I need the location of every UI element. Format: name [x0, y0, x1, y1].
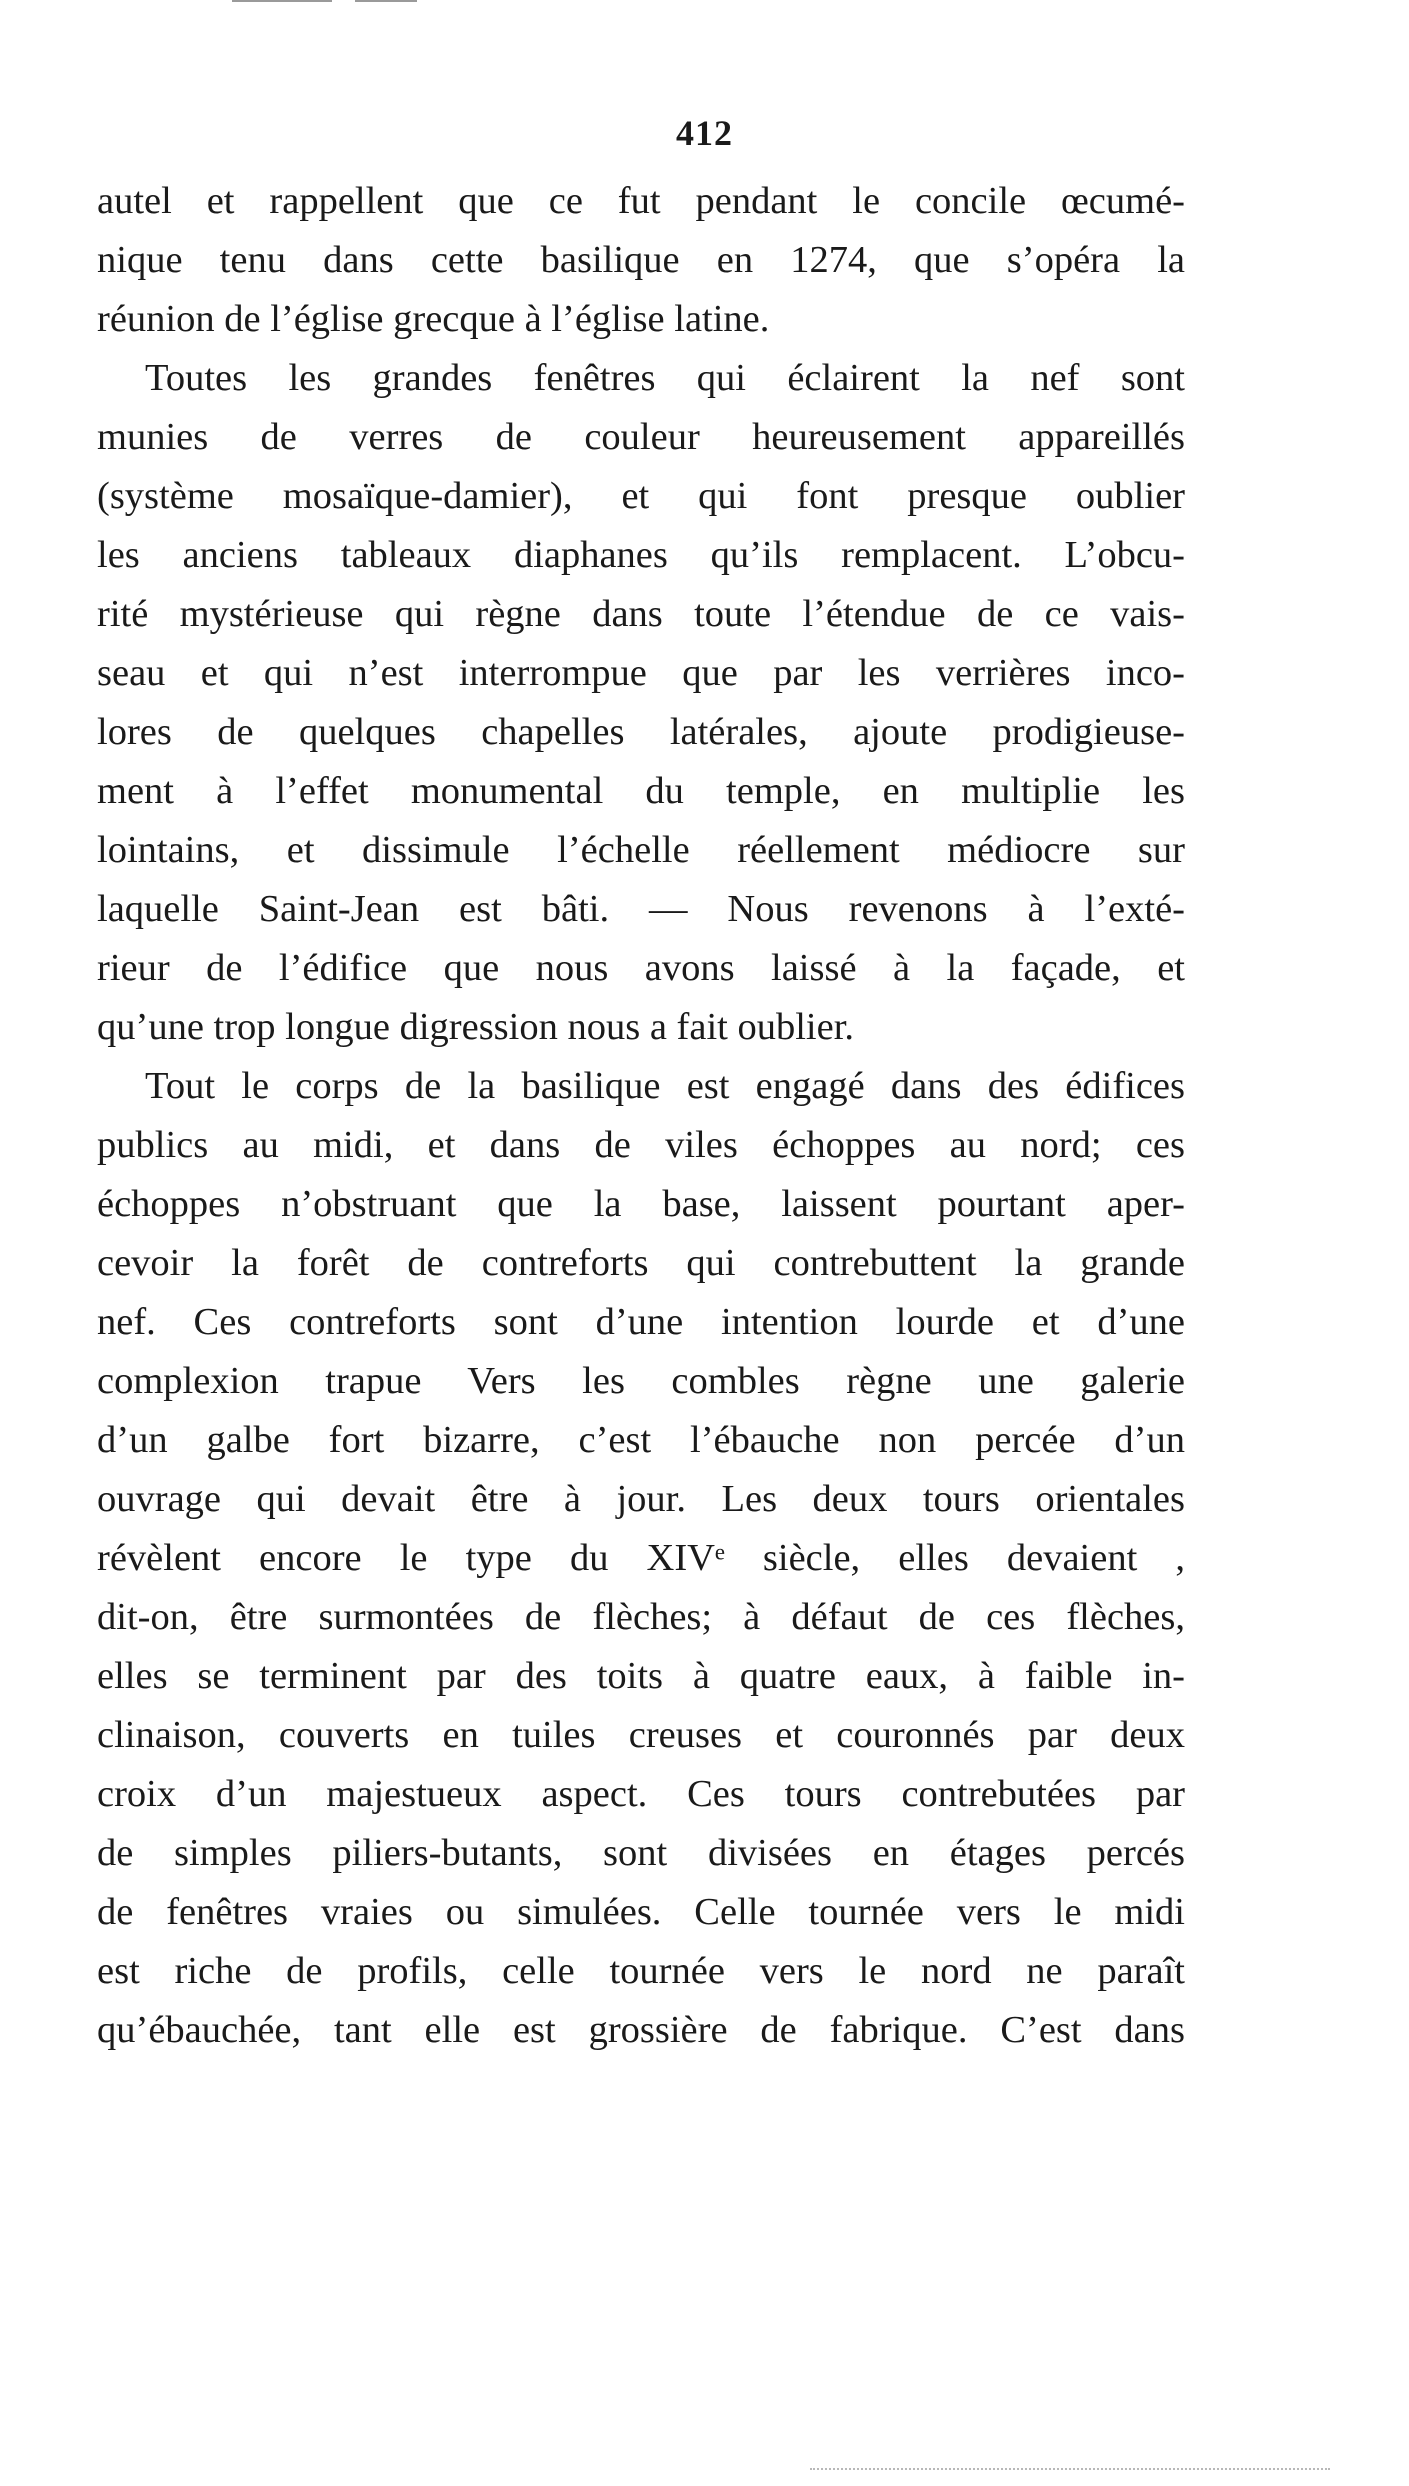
text-line: (système mosaïque-damier), et qui font presque oublier [97, 475, 1185, 517]
text-line: laquelle Saint-Jean est bâti. — Nous revenons à l’exté- [97, 888, 1185, 930]
text-line: de fenêtres vraies ou simulées. Celle tournée vers le midi [97, 1891, 1185, 1933]
text-line: elles se terminent par des toits à quatre eaux, à faible in- [97, 1655, 1185, 1697]
text-line: qu’une trop longue digression nous a fait oublier. [97, 1006, 855, 1048]
text-line: munies de verres de couleur heureusement appareillés [97, 416, 1185, 458]
paragraph-1 [97, 172, 1185, 349]
text-line: rité mystérieuse qui règne dans toute l’étendue de ce vais- [97, 593, 1185, 635]
text-line: Tout le corps de la basilique est engagé dans des édifices [145, 1065, 1185, 1107]
text-line: échoppes n’obstruant que la base, laissent pourtant aper- [97, 1183, 1185, 1225]
text-line: est riche de profils, celle tournée vers le nord ne paraît [97, 1950, 1185, 1992]
body-text [97, 172, 1185, 2060]
text-line: d’un galbe fort bizarre, c’est l’ébauche non percée d’un [97, 1419, 1185, 1461]
text-line: ouvrage qui devait être à jour. Les deux tours orientales [97, 1478, 1185, 1520]
text-line: lointains, et dissimule l’échelle réellement médiocre sur [97, 829, 1185, 871]
text-line: rieur de l’édifice que nous avons laissé à la façade, et [97, 947, 1185, 989]
text-line: autel et rappellent que ce fut pendant le concile œcumé- [97, 180, 1185, 222]
text-line: révèlent encore le type du XIVᵉ siècle, elles devaient , [97, 1537, 1185, 1579]
text-line: cevoir la forêt de contreforts qui contrebuttent la grande [97, 1242, 1185, 1284]
paragraph-3 [97, 1057, 1185, 2060]
text-line: seau et qui n’est interrompue que par les verrières inco- [97, 652, 1185, 694]
text-line: clinaison, couverts en tuiles creuses et couronnés par deux [97, 1714, 1185, 1756]
top-rule-left [232, 0, 332, 2]
text-line: Toutes les grandes fenêtres qui éclairent la nef sont [145, 357, 1185, 399]
text-line: qu’ébauchée, tant elle est grossière de fabrique. C’est dans [97, 2009, 1185, 2051]
text-line: nef. Ces contreforts sont d’une intention lourde et d’une [97, 1301, 1185, 1343]
text-line: publics au midi, et dans de viles échoppes au nord; ces [97, 1124, 1185, 1166]
text-line: lores de quelques chapelles latérales, ajoute prodigieuse- [97, 711, 1185, 753]
top-rule-right [355, 0, 417, 2]
text-line: réunion de l’église grecque à l’église latine. [97, 298, 770, 340]
text-line: croix d’un majestueux aspect. Ces tours contrebutées par [97, 1773, 1185, 1815]
text-line: complexion trapue Vers les combles règne une galerie [97, 1360, 1185, 1402]
text-line: de simples piliers-butants, sont divisées en étages percés [97, 1832, 1185, 1874]
text-line: nique tenu dans cette basilique en 1274, que s’opéra la [97, 239, 1185, 281]
page-number: 412 [676, 113, 733, 153]
bottom-print-marks [810, 2468, 1330, 2474]
text-line: les anciens tableaux diaphanes qu’ils remplacent. L’obcu- [97, 534, 1185, 576]
text-line: ment à l’effet monumental du temple, en multiplie les [97, 770, 1185, 812]
paragraph-2 [97, 349, 1185, 1057]
text-line: dit-on, être surmontées de flèches; à défaut de ces flèches, [97, 1596, 1185, 1638]
